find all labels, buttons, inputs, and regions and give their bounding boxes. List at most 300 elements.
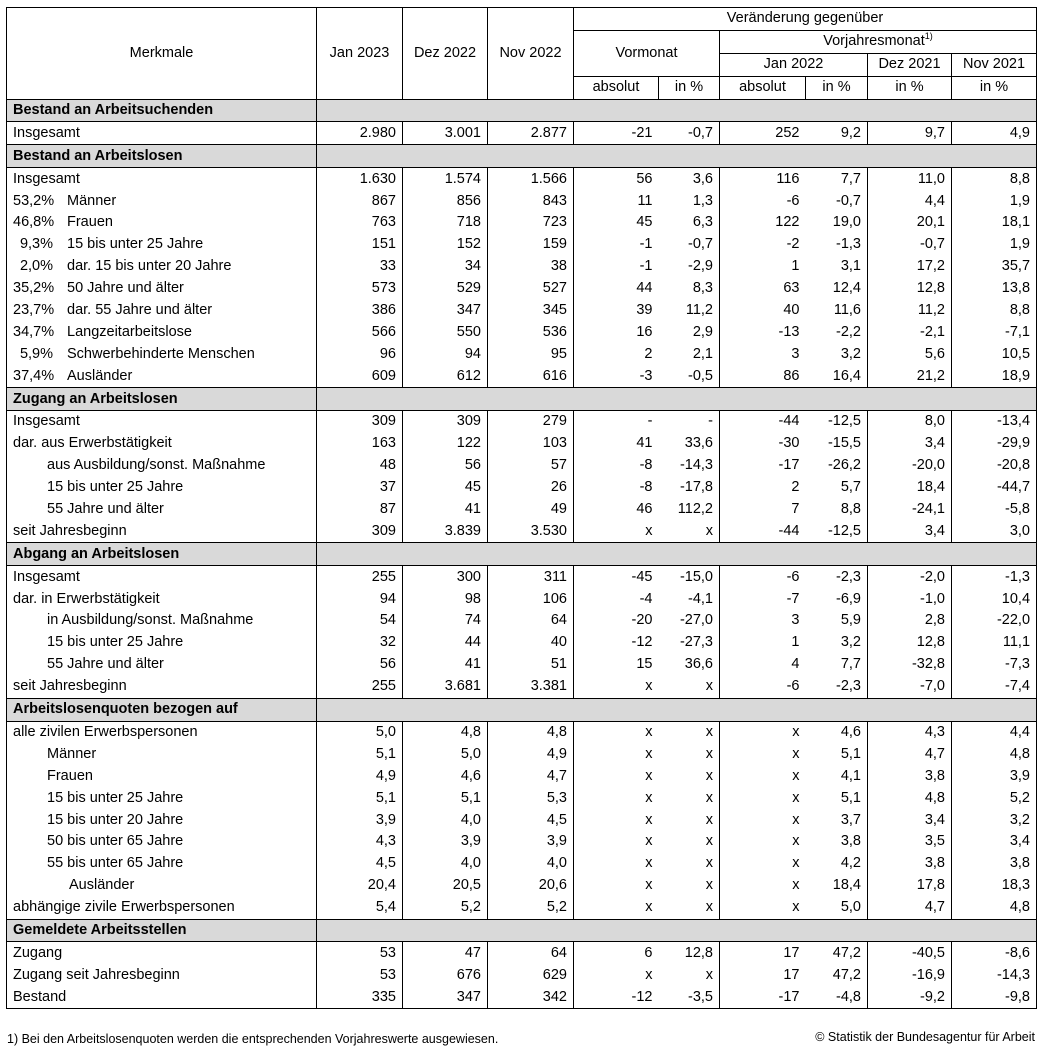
cell-dez2021-pct: -2,0 [868,566,952,588]
cell-jan2022-absolut: 4 [720,654,806,676]
row-label [7,853,317,875]
cell-nov2021-pct: 3,4 [952,831,1037,853]
cell-jan2023: 96 [317,343,403,365]
row-label [7,234,317,256]
row-label-text: dar. in Erwerbstätigkeit [13,590,160,607]
cell-nov2021-pct: 35,7 [952,256,1037,278]
cell-nov2021-pct: 3,8 [952,853,1037,875]
cell-nov2022: 4,9 [488,743,574,765]
cell-jan2022-pct: -2,2 [836,323,861,340]
cell-dez2021-pct: 12,8 [868,632,952,654]
cell-nov2022: 342 [488,986,574,1008]
row-label-text: 15 bis unter 25 Jahre [47,634,184,651]
cell-dez2022: 3.681 [403,676,488,698]
row-label-text: 50 bis unter 65 Jahre [47,833,184,850]
row-label-text: dar. 15 bis unter 20 Jahre [67,258,232,275]
share-percent: 5,9% [19,345,53,362]
section-fill [317,145,1037,168]
table-row [7,588,1037,610]
share-percent: 37,4% [13,367,55,384]
cell-nov2021-pct: -7,3 [952,654,1037,676]
cell-dez2022: 74 [403,610,488,632]
section-title: Abgang an Arbeitslosen [7,543,317,566]
cell-jan2022-absolut: 1 [720,256,806,278]
cell-nov2022: 279 [488,411,574,433]
cell-nov2022: 5,2 [488,897,574,919]
cell-nov2021-pct: -1,3 [952,566,1037,588]
cell-jan2022-absolut: 63 [720,278,806,300]
share-percent: 53,2% [13,192,55,209]
table-row [7,610,1037,632]
cell-dez2022: 44 [403,632,488,654]
cell-jan2022-pct: 9,2 [840,124,861,141]
cell-dez2021-pct: 3,4 [868,433,952,455]
merkmale-header: Merkmale [7,8,317,100]
cell-vormonat-pct: -27,3 [679,634,713,651]
section-fill [317,388,1037,411]
table-row [7,168,1037,190]
cell-vormonat-absolut: 56 [574,168,659,190]
cell-vormonat-pct: x [705,877,713,894]
cell-nov2022: 26 [488,477,574,499]
row-label-text: alle zivilen Erwerbspersonen [13,723,198,740]
cell-nov2021-pct: 8,8 [952,168,1037,190]
cell-jan2023: 763 [317,212,403,234]
cell-jan2022-pct: 3,2 [840,634,861,651]
cell-jan2022-absolut: 2 [720,477,806,499]
cell-dez2021-pct: 18,4 [868,477,952,499]
row-label [7,654,317,676]
cell-jan2023: 255 [317,676,403,698]
cell-nov2021-pct: -29,9 [952,433,1037,455]
row-label-text: dar. 55 Jahre und älter [67,302,213,319]
cell-vormonat-pct: -15,0 [679,568,713,585]
cell-jan2022-pct: 47,2 [832,944,861,961]
cell-dez2021-pct: 2,8 [868,610,952,632]
cell-jan2022-pct: -26,2 [827,457,861,474]
cell-vormonat-pct: 33,6 [684,435,713,452]
cell-dez2021-pct: 4,7 [868,897,952,919]
share-percent: 9,3% [19,236,53,253]
cell-vormonat-pct: 12,8 [684,944,713,961]
jan2022-absolut-header: absolut [720,76,806,99]
cell-dez2021-pct: -32,8 [868,654,952,676]
footnote: 1) Bei den Arbeitslosenquoten werden die entsprechenden Vorjahreswerte ausgewiesen. [7,1032,499,1046]
cell-jan2022-absolut: x [720,809,806,831]
cell-jan2022-pct: -0,7 [836,192,861,209]
cell-nov2021-pct: 3,2 [952,809,1037,831]
cell-vormonat-pct: -27,0 [679,612,713,629]
cell-nov2021-pct: 11,1 [952,632,1037,654]
cell-nov2021-pct: 3,9 [952,765,1037,787]
cell-jan2023: 53 [317,942,403,964]
cell-jan2022-pct: 8,8 [840,501,861,518]
cell-jan2023: 5,0 [317,721,403,743]
cell-vormonat-pct: x [705,723,713,740]
cell-dez2021-pct: 3,8 [868,765,952,787]
cell-jan2022-pct: 7,7 [840,656,861,673]
cell-dez2021-pct: 9,7 [868,122,952,145]
cell-vormonat-pct: 6,3 [692,214,713,231]
cell-vormonat-absolut: -4 [574,588,659,610]
cell-dez2021-pct: 11,0 [868,168,952,190]
row-label-text: Ausländer [69,877,135,894]
cell-nov2021-pct: 5,2 [952,787,1037,809]
cell-vormonat-absolut: -1 [574,256,659,278]
cell-nov2022: 3.530 [488,520,574,542]
cell-jan2022-absolut: -6 [720,566,806,588]
cell-jan2022-pct: 16,4 [832,367,861,384]
row-label-text: 55 Jahre und älter [47,656,164,673]
cell-vormonat-pct: x [705,811,713,828]
veraenderung-header: Veränderung gegenüber [574,8,1037,31]
row-label-text: seit Jahresbeginn [13,678,127,695]
row-label-text: Zugang [13,944,63,961]
cell-jan2022-absolut: x [720,743,806,765]
cell-jan2022-absolut: x [720,853,806,875]
cell-vormonat-absolut: -20 [574,610,659,632]
section-fill [317,919,1037,942]
dez2022-header: Dez 2022 [403,8,488,100]
cell-jan2023: 309 [317,411,403,433]
cell-nov2022: 629 [488,964,574,986]
cell-dez2022: 4,0 [403,809,488,831]
cell-dez2022: 718 [403,212,488,234]
cell-dez2022: 3.839 [403,520,488,542]
cell-dez2021-pct: 4,3 [868,721,952,743]
cell-jan2022-pct: 4,1 [840,767,861,784]
row-label [7,809,317,831]
table-row [7,853,1037,875]
cell-jan2022-pct: 5,0 [840,899,861,916]
table-row [7,321,1037,343]
cell-vormonat-pct: - [708,413,713,430]
row-label [7,300,317,322]
row-label-text: 15 bis unter 25 Jahre [47,479,184,496]
cell-vormonat-pct: 2,9 [692,323,713,340]
section-header-row [7,919,1037,942]
row-label-text: Ausländer [67,367,133,384]
share-percent: 35,2% [13,280,55,297]
section-header-row [7,99,1037,122]
section-header-row [7,388,1037,411]
cell-jan2022-absolut: x [720,875,806,897]
cell-jan2022-absolut: 1 [720,632,806,654]
cell-jan2023: 255 [317,566,403,588]
cell-nov2022: 4,5 [488,809,574,831]
section-header-row [7,145,1037,168]
cell-vormonat-pct: x [705,522,713,539]
cell-jan2023: 566 [317,321,403,343]
cell-jan2022-pct: 18,4 [832,877,861,894]
cell-dez2022: 98 [403,588,488,610]
cell-jan2022-pct: 7,7 [840,170,861,187]
cell-vormonat-absolut: x [574,743,659,765]
row-label [7,721,317,743]
table-row [7,455,1037,477]
cell-jan2022-absolut: x [720,897,806,919]
cell-jan2022-absolut: x [720,721,806,743]
cell-nov2022: 51 [488,654,574,676]
cell-jan2022-pct: -1,3 [836,236,861,253]
row-label [7,499,317,521]
table-row [7,964,1037,986]
cell-nov2022: 536 [488,321,574,343]
share-percent: 2,0% [19,258,53,275]
cell-dez2022: 856 [403,190,488,212]
cell-dez2021-pct: -20,0 [868,455,952,477]
table-row [7,212,1037,234]
cell-nov2021-pct: 8,8 [952,300,1037,322]
cell-nov2022: 103 [488,433,574,455]
cell-vormonat-absolut: x [574,721,659,743]
row-label [7,278,317,300]
cell-vormonat-absolut: x [574,853,659,875]
section-fill [317,698,1037,721]
cell-jan2023: 54 [317,610,403,632]
cell-jan2022-pct: -4,8 [806,986,868,1008]
cell-dez2022: 1.574 [403,168,488,190]
cell-vormonat-absolut: x [574,765,659,787]
cell-nov2021-pct: -20,8 [952,455,1037,477]
cell-jan2023: 87 [317,499,403,521]
cell-nov2022: 345 [488,300,574,322]
row-label [7,765,317,787]
table-row [7,831,1037,853]
cell-vormonat-absolut: 44 [574,278,659,300]
cell-nov2021-pct: 4,4 [952,721,1037,743]
cell-dez2022: 56 [403,455,488,477]
cell-jan2022-pct: 5,1 [840,745,861,762]
cell-jan2022-pct: -2,3 [836,678,861,695]
footnote-marker: 1) [924,31,933,42]
cell-jan2023: 151 [317,234,403,256]
cell-dez2021-pct: 3,4 [868,520,952,542]
cell-dez2021-pct: -7,0 [868,676,952,698]
dez2021-header: Dez 2021 [868,53,952,76]
row-label-text: 15 bis unter 20 Jahre [47,811,184,828]
cell-vormonat-absolut: 41 [574,433,659,455]
cell-nov2022: 723 [488,212,574,234]
cell-vormonat-pct: x [705,855,713,872]
row-label [7,212,317,234]
cell-vormonat-absolut: -12 [574,986,659,1008]
row-label-text: Frauen [47,767,93,784]
cell-jan2023: 573 [317,278,403,300]
cell-jan2022-absolut: -13 [720,321,806,343]
table-row [7,520,1037,542]
cell-vormonat-pct: x [705,833,713,850]
cell-vormonat-absolut: x [574,809,659,831]
cell-jan2022-pct: 12,4 [832,280,861,297]
row-label [7,588,317,610]
row-label-text: Zugang seit Jahresbeginn [13,966,180,983]
cell-vormonat-pct: -17,8 [679,479,713,496]
cell-jan2022-pct: -12,5 [827,522,861,539]
cell-vormonat-absolut: x [574,897,659,919]
table-header [7,8,1037,100]
cell-jan2023: 3,9 [317,809,403,831]
cell-dez2022: 122 [403,433,488,455]
cell-jan2022-pct: 3,7 [840,811,861,828]
cell-vormonat-absolut: x [574,520,659,542]
cell-dez2021-pct: 17,8 [868,875,952,897]
cell-dez2021-pct: -9,2 [868,986,952,1008]
row-label-text: 15 bis unter 25 Jahre [47,789,184,806]
cell-vormonat-pct: x [705,899,713,916]
row-label [7,964,317,986]
cell-jan2022-absolut: -6 [720,190,806,212]
share-percent: 34,7% [13,323,55,340]
cell-vormonat-absolut: 45 [574,212,659,234]
cell-nov2022: 3,9 [488,831,574,853]
cell-jan2023: 53 [317,964,403,986]
cell-nov2021-pct: -13,4 [952,411,1037,433]
cell-jan2022-pct: -6,9 [836,590,861,607]
cell-jan2023: 309 [317,520,403,542]
row-label [7,190,317,212]
cell-vormonat-absolut: 2 [574,343,659,365]
cell-vormonat-pct: 112,2 [677,501,713,518]
cell-dez2021-pct: 3,8 [868,853,952,875]
cell-jan2022-absolut: 3 [720,610,806,632]
cell-vormonat-pct: -3,5 [659,986,720,1008]
row-label-text: Bestand [13,988,67,1005]
cell-nov2021-pct: 18,1 [952,212,1037,234]
cell-jan2023: 4,9 [317,765,403,787]
cell-vormonat-absolut: x [574,787,659,809]
table-row [7,365,1037,387]
row-label [7,986,317,1008]
cell-nov2022: 106 [488,588,574,610]
cell-jan2022-absolut: x [720,765,806,787]
row-label [7,897,317,919]
row-label [7,566,317,588]
table-row [7,122,1037,145]
cell-dez2022: 529 [403,278,488,300]
cell-dez2021-pct: 4,4 [868,190,952,212]
cell-jan2022-absolut: -6 [720,676,806,698]
cell-vormonat-absolut: -45 [574,566,659,588]
row-label-text: Insgesamt [13,568,80,585]
cell-jan2022-absolut: 3 [720,343,806,365]
section-fill [317,543,1037,566]
cell-vormonat-pct: 36,6 [684,656,713,673]
cell-nov2022: 843 [488,190,574,212]
cell-jan2023: 5,1 [317,787,403,809]
table-row [7,278,1037,300]
cell-nov2022: 3.381 [488,676,574,698]
cell-vormonat-pct: x [705,767,713,784]
row-label [7,168,317,190]
row-label-text: Insgesamt [13,413,80,430]
row-label [7,343,317,365]
cell-dez2021-pct: 20,1 [868,212,952,234]
cell-dez2022: 5,1 [403,787,488,809]
cell-nov2021-pct: 18,9 [952,365,1037,387]
cell-nov2021-pct: -9,8 [952,986,1037,1008]
table-row [7,566,1037,588]
cell-dez2021-pct: -40,5 [868,942,952,964]
cell-jan2022-absolut: x [720,787,806,809]
cell-nov2021-pct: -22,0 [952,610,1037,632]
cell-dez2022: 3.001 [403,122,488,145]
row-label-text: 55 bis unter 65 Jahre [47,855,184,872]
cell-jan2023: 386 [317,300,403,322]
table-row [7,477,1037,499]
cell-dez2022: 300 [403,566,488,588]
table-row [7,942,1037,964]
table-body [7,99,1037,1009]
row-label [7,676,317,698]
cell-dez2022: 550 [403,321,488,343]
table-row [7,721,1037,743]
cell-jan2022-absolut: -2 [720,234,806,256]
cell-jan2022-absolut: 17 [720,942,806,964]
cell-jan2022-absolut: -30 [720,433,806,455]
cell-jan2022-absolut: 17 [720,964,806,986]
row-label [7,365,317,387]
cell-vormonat-pct: x [705,966,713,983]
cell-vormonat-absolut: -1 [574,234,659,256]
cell-nov2022: 527 [488,278,574,300]
cell-jan2022-pct: -12,5 [827,413,861,430]
cell-nov2022: 38 [488,256,574,278]
cell-dez2021-pct: 17,2 [868,256,952,278]
row-label-text: dar. aus Erwerbstätigkeit [13,435,172,452]
cell-nov2021-pct: 10,4 [952,588,1037,610]
cell-dez2022: 5,2 [403,897,488,919]
cell-dez2021-pct: 11,2 [868,300,952,322]
row-label [7,787,317,809]
cell-jan2022-pct: 4,6 [840,723,861,740]
cell-jan2022-absolut: 86 [720,365,806,387]
cell-vormonat-absolut: x [574,831,659,853]
cell-jan2023: 20,4 [317,875,403,897]
row-label [7,520,317,542]
cell-jan2023: 33 [317,256,403,278]
cell-jan2023: 2.980 [317,122,403,145]
cell-nov2021-pct: 18,3 [952,875,1037,897]
cell-vormonat-pct: 11,2 [685,302,713,319]
cell-vormonat-pct: x [705,745,713,762]
vormonat-header: Vormonat [574,30,720,76]
cell-nov2022: 20,6 [488,875,574,897]
cell-vormonat-absolut: x [574,875,659,897]
cell-dez2022: 3,9 [403,831,488,853]
table-row [7,499,1037,521]
table-row [7,765,1037,787]
cell-vormonat-absolut: -21 [574,122,659,145]
cell-vormonat-pct: 1,3 [692,192,713,209]
cell-vormonat-absolut: -3 [574,365,659,387]
row-label [7,610,317,632]
cell-jan2023: 5,4 [317,897,403,919]
section-fill [317,99,1037,122]
cell-jan2022-absolut: -17 [720,986,806,1008]
row-label [7,632,317,654]
cell-jan2022-absolut: 116 [720,168,806,190]
cell-vormonat-pct: 8,3 [692,280,713,297]
cell-jan2022-pct: 5,9 [840,612,861,629]
cell-dez2022: 5,0 [403,743,488,765]
cell-nov2021-pct: 13,8 [952,278,1037,300]
cell-jan2023: 37 [317,477,403,499]
table-row [7,256,1037,278]
row-label [7,942,317,964]
cell-dez2021-pct: 3,4 [868,809,952,831]
cell-nov2021-pct: -5,8 [952,499,1037,521]
